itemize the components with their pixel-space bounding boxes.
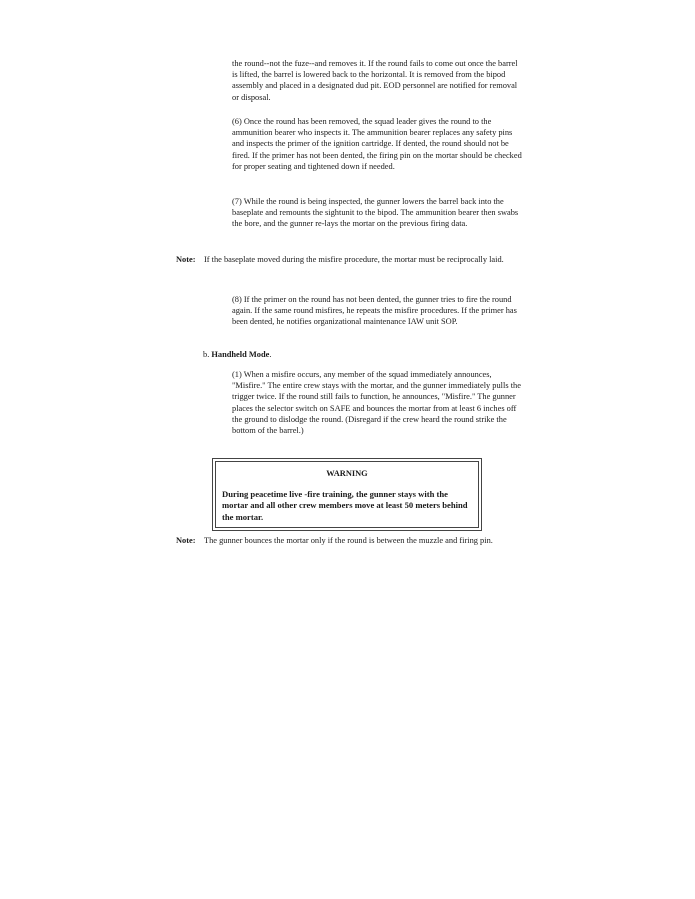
paragraph-round-removal: the round--not the fuze--and removes it. If the round fails to come out once the barrel is lifted, the barrel is lowered back to the horizontal. It is removed from the bipod assembly and placed in a designated dud pit. EOD personnel are notified for removal or disposal. bbox=[232, 59, 518, 102]
note-label: Note: bbox=[176, 536, 196, 545]
section-heading-handheld bbox=[203, 349, 271, 360]
note-baseplate bbox=[176, 254, 526, 265]
paragraph-step-8: (8) If the primer on the round has not been dented, the gunner tries to fire the round again. If the same round misfires, he repeats the misfire procedures. If the primer has been dented, he notifies organizational maintenance IAW unit SOP. bbox=[232, 295, 517, 327]
note-text: If the baseplate moved during the misfire procedure, the mortar must be reciprocally laid. bbox=[204, 255, 504, 264]
heading-suffix: . bbox=[269, 350, 272, 359]
paragraph-step-7: (7) While the round is being inspected, the gunner lowers the barrel back into the baseplate and remounts the sightunit to the bipod. The ammunition bearer then swabs the bore, and the gunner re-lays the mortar on the previous firing data. bbox=[232, 197, 519, 229]
warning-box bbox=[212, 458, 482, 531]
note-text: The gunner bounces the mortar only if the round is between the muzzle and firing pin. bbox=[204, 536, 493, 545]
heading-title: Handheld Mode bbox=[211, 350, 270, 359]
heading-prefix: b. bbox=[203, 350, 210, 359]
paragraph-step-6: (6) Once the round has been removed, the squad leader gives the round to the ammunition bearer who inspects it. The ammunition bearer replaces any safety pins and inspects the primer of the ignition cartridge. If dented, the round should not be fired. If the primer has not been dented, the firing pin on the mortar should be checked for proper seating and tightened down if needed. bbox=[232, 117, 522, 171]
warning-title: WARNING bbox=[326, 469, 368, 478]
note-label: Note: bbox=[176, 255, 196, 264]
note-bounce bbox=[176, 535, 526, 546]
paragraph-handheld-step-1: (1) When a misfire occurs, any member of the squad immediately announces, "Misfire." The entire crew stays with the mortar, and the gunner immediately pulls the trigger twice. If the round still fails to function, he announces, "Misfire." The gunner places the selector switch on SAFE and bounces the mortar from at least 6 inches off the ground to dislodge the round. (Disregard if the crew heard the round strike the bottom of the barrel.) bbox=[232, 370, 521, 436]
warning-text: During peacetime live -fire training, the gunner stays with the mortar and all other crew members move at least 50 meters behind the mortar. bbox=[222, 489, 468, 522]
warning-box-inner bbox=[215, 461, 479, 528]
